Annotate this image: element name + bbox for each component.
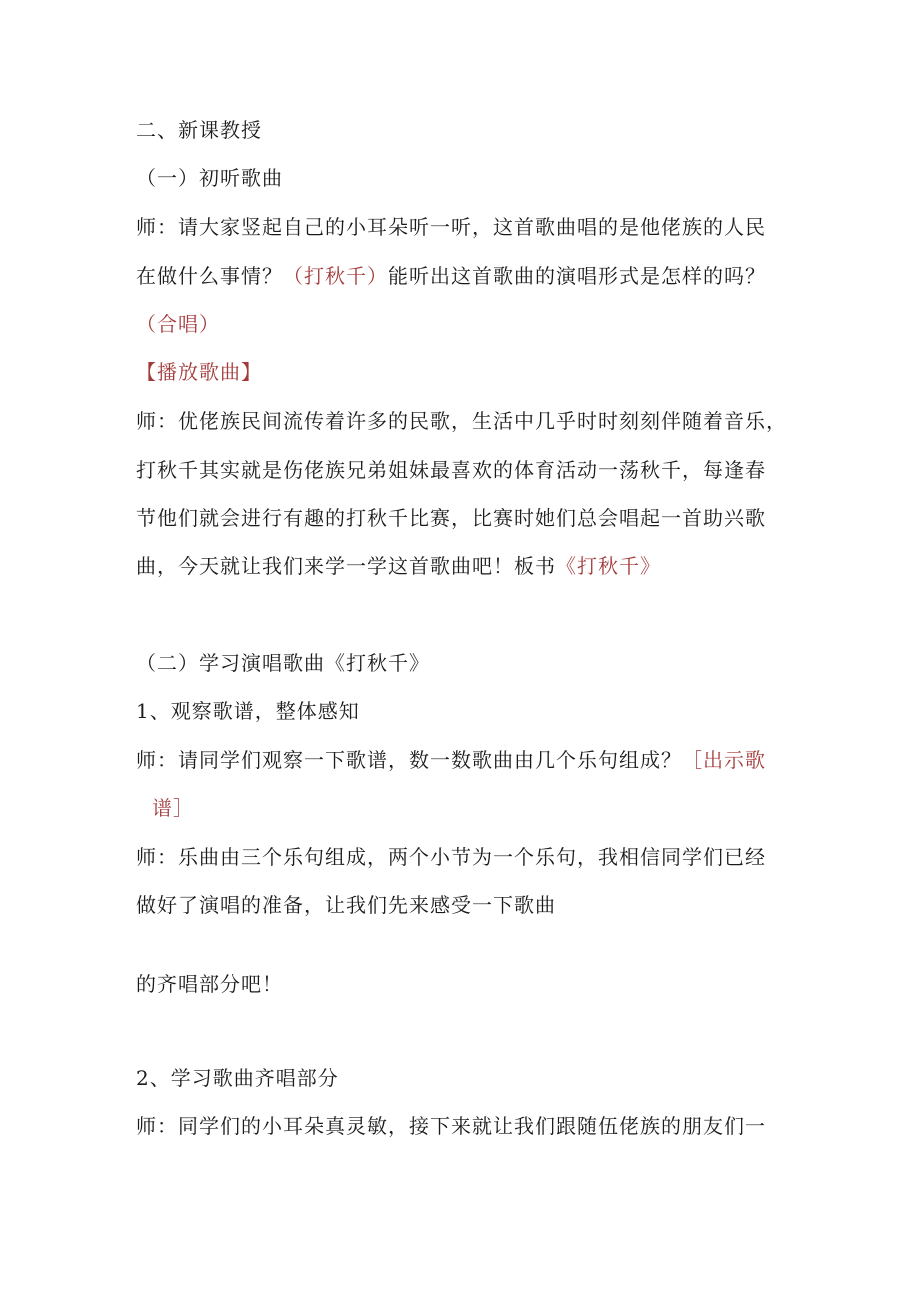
paragraph-line: 师：优佬族民间流传着许多的民歌，生活中几乎时时刻刻伴随着音乐， bbox=[136, 409, 787, 433]
answer-highlight: （合唱） bbox=[136, 312, 220, 336]
paragraph-line bbox=[136, 552, 661, 580]
paragraph-line: 的齐唱部分吧！ bbox=[136, 972, 283, 996]
paragraph-line: 师：请大家竖起自己的小耳朵听一听，这首歌曲唱的是他佬族的人民 bbox=[136, 215, 766, 239]
answer-highlight: （打秋千） bbox=[283, 264, 388, 288]
text-span: 能听出这首歌曲的演唱形式是怎样的吗？ bbox=[388, 264, 766, 288]
play-song-note: 【播放歌曲】 bbox=[136, 360, 262, 384]
text-span: 曲，今天就让我们来学一学这首歌曲吧！板书 bbox=[136, 554, 556, 578]
subsection-heading-learn: （二）学习演唱歌曲《打秋千》 bbox=[136, 651, 430, 675]
section-heading: 二、新课教授 bbox=[136, 118, 262, 142]
paragraph-line: 师：乐曲由三个乐句组成，两个小节为一个乐句，我相信同学们已经 bbox=[136, 845, 766, 869]
text-span: 师：请同学们观察一下歌谱，数一数歌曲由几个乐句组成？ bbox=[136, 748, 682, 772]
paragraph-line: 节他们就会进行有趣的打秋千比赛，比赛时她们总会唱起一首助兴歌 bbox=[136, 506, 766, 530]
paragraph-line: 打秋千其实就是伤佬族兄弟姐妹最喜欢的体育活动一荡秋千，每逢春 bbox=[136, 458, 766, 482]
subsection-heading-listen: （一）初听歌曲 bbox=[136, 166, 283, 190]
paragraph-line bbox=[136, 262, 766, 290]
show-score-note: ［出示歌 bbox=[682, 748, 766, 772]
show-score-note: 谱］ bbox=[152, 796, 194, 820]
paragraph-line bbox=[136, 746, 766, 774]
text-span: 在做什么事情？ bbox=[136, 264, 283, 288]
item-heading-observe: 1、观察歌谱，整体感知 bbox=[136, 699, 360, 723]
blackboard-title: 《打秋千》 bbox=[556, 554, 661, 578]
item-heading-unison: 2、学习歌曲齐唱部分 bbox=[136, 1066, 339, 1090]
paragraph-line: 做好了演唱的准备，让我们先来感受一下歌曲 bbox=[136, 893, 556, 917]
paragraph-line: 师：同学们的小耳朵真灵敏，接下来就让我们跟随伍佬族的朋友们一 bbox=[136, 1114, 766, 1138]
